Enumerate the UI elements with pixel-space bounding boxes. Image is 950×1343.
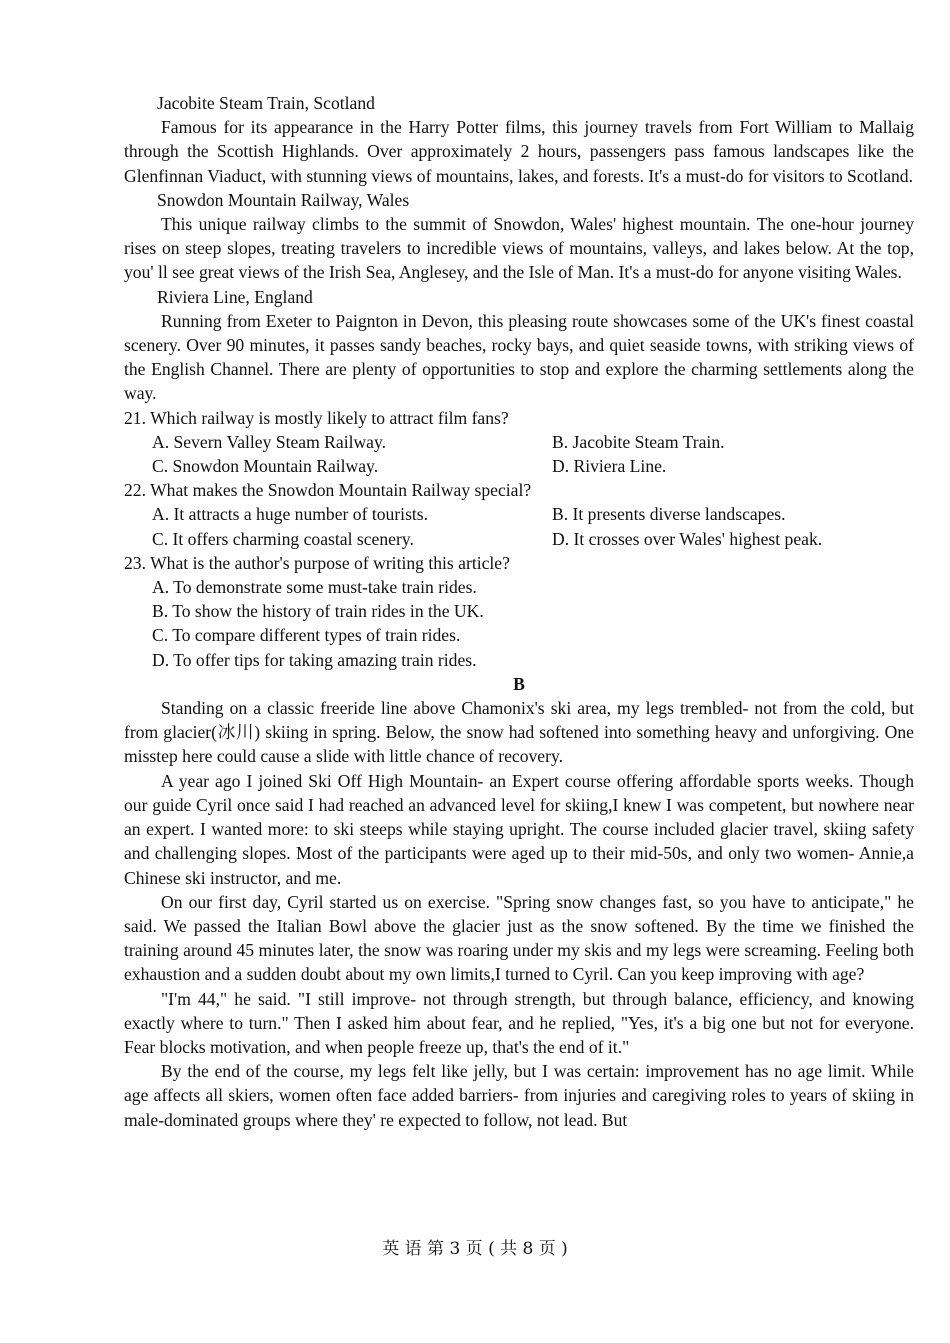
question-22-options-cd: [124, 527, 914, 551]
q23-option-c: C. To compare different types of train rides.: [152, 625, 461, 646]
snowdon-heading: Snowdon Mountain Railway, Wales: [157, 189, 410, 210]
q21-option-a: A. Severn Valley Steam Railway.: [152, 431, 387, 452]
q21-option-d: D. Riviera Line.: [552, 456, 667, 477]
section-b-paragraph: By the end of the course, my legs felt like jelly, but I was certain: improvement has no age limit. While age affects all skiers, women often face added barriers- from injuries and caregiving roles to years of skiing in male-dominated groups where they' re expected to follow, not lead. But: [124, 1061, 914, 1130]
snowdon-text: This unique railway climbs to the summit of Snowdon, Wales' highest mountain. The one-hour journey rises on steep slopes, treating travelers to incredible views of mountains, valleys, and lakes below. At the top, you' ll see great views of the Irish Sea, Anglesey, and the Isle of Man. It's a must-do for anyone visiting Wales.: [124, 214, 914, 283]
question-22-options-ab: [124, 502, 914, 526]
q22-option-b: B. It presents diverse landscapes.: [552, 504, 786, 525]
question-23: 23. What is the author's purpose of writing this article?: [124, 552, 510, 573]
riviera-text: Running from Exeter to Paignton in Devon, this pleasing route showcases some of the UK's finest coastal scenery. Over 90 minutes, it passes sandy beaches, rocky bays, and quiet seaside towns, with striking views of the English Channel. There are plenty of opportunities to stop and explore the charming settlements along the way.: [124, 310, 914, 404]
q23-option-a: A. To demonstrate some must-take train rides.: [152, 577, 477, 598]
riviera-heading: Riviera Line, England: [157, 286, 313, 307]
question-21: 21. Which railway is mostly likely to attract film fans?: [124, 407, 509, 428]
jacobite-text: Famous for its appearance in the Harry Potter films, this journey travels from Fort William to Mallaig through the Scottish Highlands. Over approximately 2 hours, passengers pass famous landscapes like the Glenfinnan Viaduct, with stunning views of mountains, lakes, and forests. It's a must-do for visitors to Scotland.: [124, 117, 914, 186]
page-content: [124, 91, 914, 1132]
jacobite-heading: Jacobite Steam Train, Scotland: [157, 93, 375, 113]
section-b-paragraph: On our first day, Cyril started us on exercise. "Spring snow changes fast, so you have to anticipate," he said. We passed the Italian Bowl above the glacier just as the snow softened. By the time we finished the training around 45 minutes later, the snow was roaring under my skis and my legs were screaming. Feeling both exhaustion and a sudden doubt about my own limits,I turned to Cyril. Can you keep improving with age?: [124, 891, 914, 985]
q21-option-c: C. Snowdon Mountain Railway.: [152, 456, 379, 477]
q22-option-c: C. It offers charming coastal scenery.: [152, 528, 414, 549]
section-b-paragraph: "I'm 44," he said. "I still improve- not through strength, but through balance, efficiency, and knowing exactly where to turn." Then I asked him about fear, and he replied, "Yes, it's a big one but not for everyone. Fear blocks motivation, and when people freeze up, that's the end of it.": [124, 988, 914, 1057]
q22-option-a: A. It attracts a huge number of tourists.: [152, 504, 429, 525]
q23-option-d: D. To offer tips for taking amazing train rides.: [152, 649, 477, 670]
question-22: 22. What makes the Snowdon Mountain Railway special?: [124, 480, 532, 501]
question-21-options-cd: [124, 454, 914, 478]
q22-option-d: D. It crosses over Wales' highest peak.: [552, 528, 823, 549]
page-footer: 英 语 第 3 页 ( 共 8 页 ): [382, 1239, 568, 1259]
q21-option-b: B. Jacobite Steam Train.: [552, 431, 725, 452]
section-b-label: B: [513, 673, 525, 694]
question-21-options-ab: [124, 430, 914, 454]
section-b-paragraph: A year ago I joined Ski Off High Mountain- an Expert course offering affordable sports weeks. Though our guide Cyril once said I had reached an advanced level for skiing,I knew I was competent, but nowhere near an expert. I wanted more: to ski steeps while staying upright. The course included glacier travel, skiing safety and challenging slopes. Most of the participants were aged up to their mid-50s, and only two women- Annie,a Chinese ski instructor, and me.: [124, 770, 914, 888]
q23-option-b: B. To show the history of train rides in the UK.: [152, 601, 484, 622]
section-b-paragraph: Standing on a classic freeride line above Chamonix's ski area, my legs trembled- not from the cold, but from glacier(冰川) skiing in spring. Below, the snow had softened into something heavy and unforgiving. One misstep here could cause a slide with little chance of recovery.: [124, 698, 914, 767]
